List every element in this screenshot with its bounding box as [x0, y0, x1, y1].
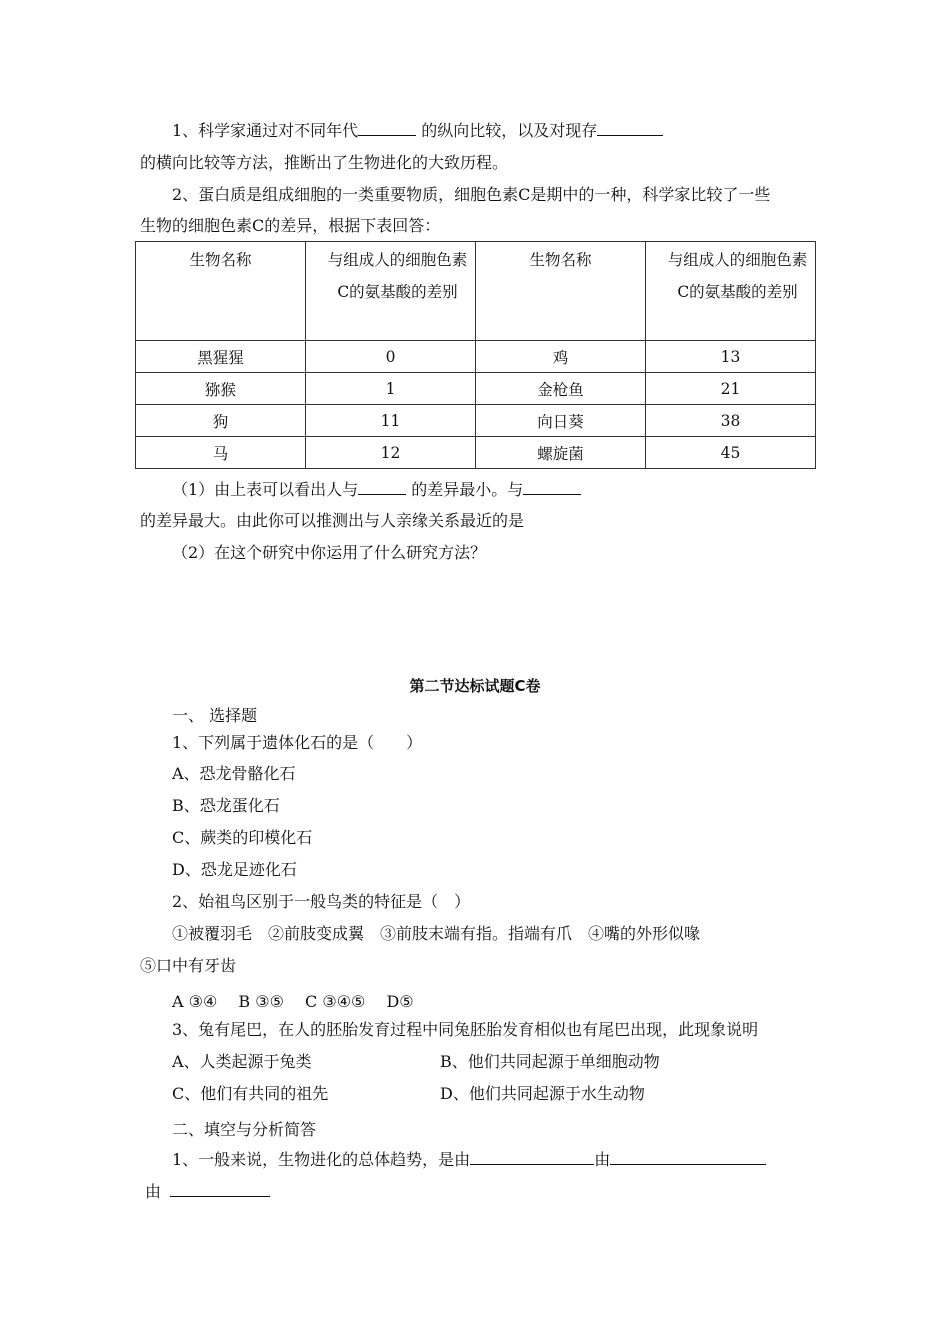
table-row: [136, 405, 816, 437]
c-q3-option: D、他们共同起源于水生动物: [440, 1084, 645, 1103]
blank[interactable]: [523, 479, 581, 495]
blank[interactable]: [470, 1149, 594, 1165]
blank[interactable]: [358, 479, 406, 495]
q1-line-2: 的横向比较等方法，推断出了生物进化的大致历程。: [140, 153, 509, 172]
subq1-text-a: （1）由上表可以看出人与: [172, 480, 359, 499]
c-q3-option: B、他们共同起源于单细胞动物: [440, 1052, 660, 1071]
table-cell: 1: [306, 373, 476, 405]
c-q1-option: A、恐龙骨骼化石: [172, 764, 296, 783]
table-cell: 向日葵: [476, 405, 646, 437]
header-cell: 与组成人的细胞色素C的氨基酸的差别: [306, 242, 476, 341]
part-two-heading: 二、填空与分析简答: [172, 1120, 317, 1139]
fill1-line: [172, 1149, 766, 1170]
c-q2-choices: A ③④ B ③⑤ C ③④⑤ D⑤: [172, 992, 414, 1011]
c-q3-option: A、人类起源于兔类: [172, 1052, 312, 1071]
c-q1-option: B、恐龙蛋化石: [172, 796, 280, 815]
table-row: [136, 373, 816, 405]
q1-text-a: 1、科学家通过对不同年代: [172, 121, 359, 140]
table-cell: 0: [306, 341, 476, 373]
table-cell: 13: [646, 341, 816, 373]
blank[interactable]: [610, 1149, 766, 1165]
subq1-text-b: 的差异最小。与: [411, 480, 524, 499]
fill1-text-b: 由: [594, 1150, 611, 1169]
c-q2-items: ①被覆羽毛 ②前肢变成翼 ③前肢末端有指。指端有爪 ④嘴的外形似喙: [172, 924, 701, 943]
table-cell: 45: [646, 437, 816, 469]
table-cell: 11: [306, 405, 476, 437]
c-q3-option: C、他们有共同的祖先: [172, 1084, 329, 1103]
c-q1: 1、下列属于遗体化石的是（ ）: [172, 733, 423, 752]
table-cell: 猕猴: [136, 373, 306, 405]
table-header-row: [136, 242, 816, 341]
header-cell: 生物名称: [136, 242, 306, 341]
header-cell: 生物名称: [476, 242, 646, 341]
fill1-text-c: 由: [145, 1182, 162, 1201]
subq1-line: [172, 479, 581, 500]
blank[interactable]: [170, 1181, 270, 1197]
part-one-heading: 一、 选择题: [172, 706, 258, 725]
section-title: 第二节达标试题C卷: [409, 677, 541, 695]
q2-line: 2、蛋白质是组成细胞的一类重要物质，细胞色素C是期中的一种，科学家比较了一些: [172, 185, 771, 204]
c-q3: 3、兔有尾巴，在人的胚胎发育过程中同兔胚胎发育相似也有尾巴出现，此现象说明: [172, 1020, 759, 1039]
table-row: [136, 437, 816, 469]
table-cell: 马: [136, 437, 306, 469]
table-cell: 38: [646, 405, 816, 437]
fill1-line-2: [145, 1181, 270, 1202]
blank[interactable]: [358, 120, 416, 136]
subq2-line: （2）在这个研究中你运用了什么研究方法？: [172, 543, 487, 562]
q2-line-2: 生物的细胞色素C的差异，根据下表回答：: [140, 216, 441, 235]
cytochrome-table: [135, 241, 816, 469]
table-cell: 21: [646, 373, 816, 405]
q1-line: [172, 120, 663, 141]
table-cell: 狗: [136, 405, 306, 437]
fill1-text-a: 1、一般来说，生物进化的总体趋势，是由: [172, 1150, 471, 1169]
table-cell: 黑猩猩: [136, 341, 306, 373]
c-q1-option: D、恐龙足迹化石: [172, 860, 297, 879]
c-q1-option: C、蕨类的印模化石: [172, 828, 313, 847]
header-cell: 与组成人的细胞色素C的氨基酸的差别: [646, 242, 816, 341]
table-cell: 螺旋菌: [476, 437, 646, 469]
table-cell: 金枪鱼: [476, 373, 646, 405]
q1-text-b: 的纵向比较，以及对现存: [421, 121, 598, 140]
table-cell: 12: [306, 437, 476, 469]
table-row: [136, 341, 816, 373]
table-cell: 鸡: [476, 341, 646, 373]
c-q2: 2、始祖鸟区别于一般鸟类的特征是（ ）: [172, 892, 471, 911]
c-q2-items-2: ⑤口中有牙齿: [140, 956, 237, 975]
subq1-line-2: 的差异最大。由此你可以推测出与人亲缘关系最近的是: [140, 511, 525, 530]
blank[interactable]: [597, 120, 663, 136]
